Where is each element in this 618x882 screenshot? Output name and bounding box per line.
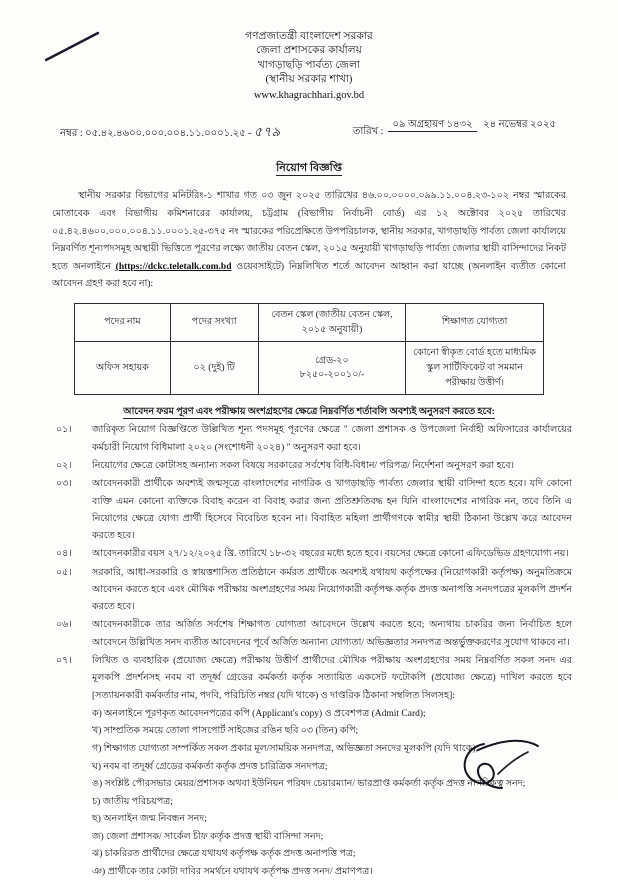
condition-item-5 — [52, 565, 572, 617]
intro-paragraph — [52, 188, 566, 293]
memo-number — [60, 123, 281, 144]
list-item: ক) অনলাইনে পূরণকৃত আবেদনপত্রের কপি (Applicant's copy) ও প্রবেশপত্র (Admit Card); — [92, 708, 426, 719]
conditions-heading-text: আবেদন ফরম পূরণ এবং পরীক্ষায় অংশগ্রহণের ক্ষেত্রে নিম্নবর্ণিত শর্তাবলি অবশ্যই অনুসরণ করতে হবে: — [123, 407, 495, 418]
required-documents-list — [92, 706, 572, 882]
condition-number: ০২। — [56, 460, 72, 471]
th-post-count: পদের সংখ্যা — [170, 303, 258, 341]
intro-part-1: স্থানীয় সরকার বিভাগের মনিটরিং-১ শাখার গত ০৩ জুন ২০২৫ তারিখের ৪৬.০০.০০০০.০৯৯.১১.০০৪.২৩-১০২ নম্বর স্মারকের মোতাবেক এবং বিভাগীয় কমিশনারের কার্যালয়, চট্টগ্রাম (বিভাগীয় নির্বাচনী বোর্ড) এর ১২ অক্টোবর ২০২৫ তারিখের ০৫.৪২.৪৬০০.০০০.০০৪.১১.০০০১.২৫-৩৭৫ নং স্মারকের পরিপ্রেক্ষিতে উপপরিচালক, স্থানীয় সরকার, খাগড়াছড়ি পার্বত্য জেলা কার্যালয়ে নিম্নবর্ণিত শূন্যপদসমূহ অস্থায়ী ভিত্তিতে পূরণের লক্ষ্যে জাতীয় বেতন স্কেল, ২০১৫ অনুযায়ী খাগড়াছড়ি পার্বত্য জেলার স্থায়ী বাসিন্দাদের নিকট হতে অনলাইনে — [52, 191, 566, 272]
memo-row — [0, 117, 618, 157]
cell-education: কোনো স্বীকৃত বোর্ড হতে মাধ্যমিক স্কুল সার্টিফিকেট বা সমমান পরীক্ষায় উত্তীর্ণ। — [406, 342, 544, 395]
condition-text: সরকারি, আধা-সরকারি ও স্বায়ত্তশাসিত প্রতিষ্ঠানে কর্মরত প্রার্থীকে অবশ্যই যথাযথ কর্তৃপক্ষের (নিয়োগকারী কর্তৃপক্ষ) অনুমতিক্রমে আবেদন করতে হবে এবং মৌখিক পরীক্ষায় অংশগ্রহণের সময় নিয়োগকারী কর্তৃপক্ষ কর্তৃক প্রদত্ত অনাপত্তি সনদপত্রের মূলকপি প্রদর্শন করতে হবে। — [92, 567, 572, 613]
condition-item-3 — [52, 476, 572, 545]
list-item: জ) জেলা প্রশাসক/ সার্কেল চীফ কর্তৃক প্রদত্ত স্থায়ী বাসিন্দা সনদ; — [92, 831, 324, 842]
cell-post-name: অফিস সহায়ক — [75, 342, 171, 395]
posts-table — [74, 303, 544, 396]
list-item: ছ) অনলাইন জন্ম নিবন্ধন সনদ; — [92, 814, 207, 825]
memo-date-stack — [388, 117, 560, 134]
cell-post-count: ০২ (দুই) টি — [170, 342, 258, 395]
condition-item-2 — [52, 458, 572, 475]
condition-item-4 — [52, 546, 572, 563]
condition-number: ০৬। — [56, 620, 72, 631]
pay-range: ৮২৫০-২০০১০/- — [299, 370, 365, 381]
condition-text: আবেদনকারী প্রার্থীকে অবশ্যই জন্মসূত্রে বাংলাদেশের নাগরিক ও খাগড়াছড়ি পার্বত্য জেলার স্থায়ী বাসিন্দা হতে হবে। যদি কোনো ব্যক্তি এমন কোনো ব্যক্তিকে বিবাহ করেন বা বিবাহ করার জন্য প্রতিশ্রুতিবদ্ধ হন যিনি বাংলাদেশের নাগরিক নন, তবে তিনি এ নিয়োগের ক্ষেত্রে যোগ্য প্রার্থী হিসেবে বিবেচিত হবেন না। বিবাহিত মহিলা প্রার্থীগণকে স্বামীর স্থায়ী ঠিকানা উল্লেখ করে আবেদন করতে হবে। — [92, 479, 572, 542]
table-header-row — [75, 303, 544, 341]
govt-name: গণপ্রজাতন্ত্রী বাংলাদেশ সরকার — [245, 31, 373, 42]
date-bangla: ০৯ অগ্রহায়ণ ১৪৩২ — [388, 119, 476, 132]
letterhead — [0, 0, 618, 103]
condition-item-6 — [52, 617, 572, 652]
condition-number: ০৫। — [56, 567, 72, 578]
memo-date-label: তারিখ : — [352, 126, 384, 138]
condition-text: লিখিত ও ব্যবহারিক (প্রযোজ্য ক্ষেত্রে) পরীক্ষায় উত্তীর্ণ প্রার্থীদের মৌখিক পরীক্ষায় অংশগ্রহণের সময় নিম্নবর্ণিত সকল সনদ এর মূলকপি প্রদর্শনসহ নবম বা তদূর্ধ্ব গ্রেডের কর্মকর্তা কর্তৃক সত্যায়িত একসেট ফটোকপি (প্রযোজ্য ক্ষেত্রে) দাখিল করতে হবে [সত্যায়নকারী কর্মকর্তার নাম, পদবি, পরিচিতি নম্বর (যদি থাকে) ও দাপ্তরিক ঠিকানা সম্বলিত সিলসহ]: — [92, 656, 572, 701]
website-url: www.khagrachhari.gov.bd — [253, 89, 365, 101]
application-website-link[interactable]: (https://dckc.teletalk.com.bd — [115, 261, 232, 272]
date-english: ২৪ নভেম্বর ২০২৫ — [483, 119, 556, 131]
list-item: ঞ) প্রার্থীকে তার কোটা দাবির সমর্থনে যথাযথ কর্তৃপক্ষ প্রদত্ত সনদ/ প্রমাণপত্র। — [92, 866, 373, 877]
condition-number: ০৪। — [56, 549, 72, 560]
condition-item-7 — [52, 653, 572, 705]
memo-date — [353, 117, 560, 141]
th-post-name: পদের নাম — [75, 303, 171, 341]
district-name: খাগড়াছড়ি পার্বত্য জেলা — [257, 59, 361, 71]
page-title-text: নিয়োগ বিজ্ঞপ্তি — [276, 162, 342, 175]
list-item: খ) সাম্প্রতিক সময়ে তোলা পাসপোর্ট সাইজের রঙিন ছবি ০৩ (তিন) কপি; — [92, 726, 359, 737]
memo-number-handwritten: ৫৭৯ — [253, 125, 281, 141]
branch-name: (স্থানীয় সরকার শাখা) — [265, 74, 353, 86]
cell-pay-scale — [258, 342, 406, 395]
list-item: গ) শিক্ষাগত যোগ্যতা সম্পর্কিত সকল প্রকার মূল/সাময়িক সনদপত্র, অভিজ্ঞতা সনদের মূলকপি (যদি থাকে); — [92, 744, 479, 755]
memo-number-label: নম্বর : — [60, 128, 83, 140]
condition-text: নিয়োগের ক্ষেত্রে কোটাসহ অন্যান্য সকল বিষয়ে সরকারের সর্বশেষ বিধি-বিধান/ পরিপত্র/ নির্দেশনা অনুসরণ করা হবে। — [92, 460, 514, 471]
list-item: ঝ) চাকরিরত প্রার্থীদের ক্ষেত্রে যথাযথ কর্তৃপক্ষ কর্তৃক প্রদত্ত অনাপত্তি পত্র; — [92, 849, 356, 860]
memo-number-value: ০৫.৪২.৪৬০০.০০০.০০৪.১১.০০০১.২৫ - — [85, 128, 252, 140]
condition-text: জারিকৃত নিয়োগ বিজ্ঞপ্তিতে উল্লিখিত শূন্য পদসমূহ পূরণের ক্ষেত্রে " জেলা প্রশাসক ও উপজেলা নির্বাহী অফিসারের কার্যালয়ের কর্মচারী নিয়োগ বিধিমালা ২০২০ (সংশোধনী ২০২৪) " অনুসরণ করা হবে। — [92, 425, 572, 453]
th-pay-scale: বেতন স্কেল (জাতীয় বেতন স্কেল, ২০১৫ অনুযায়ী) — [258, 303, 406, 341]
list-item: ঘ) নবম বা তদূর্ধ্ব গ্রেডের কর্মকর্তা কর্তৃক প্রদত্ত চারিত্রিক সনদপত্র; — [92, 761, 328, 772]
condition-number: ০১। — [56, 425, 72, 436]
conditions-heading — [0, 405, 618, 420]
list-item: ঙ) সংশ্লিষ্ট পৌরসভার মেয়র/প্রশাসক অথবা ইউনিয়ন পরিষদ চেয়ারম্যান/ ভারপ্রাপ্ত কর্মকর্তা কর্তৃক প্রদত্ত নাগরিকত্ব সনদ; — [92, 779, 526, 790]
list-item: চ) জাতীয় পরিচয়পত্র; — [92, 796, 173, 807]
th-education: শিক্ষাগত যোগ্যতা — [406, 303, 544, 341]
condition-text: আবেদনকারীকে তার অর্জিত সর্বশেষ শিক্ষাগত যোগ্যতা আবেদনে উল্লেখ করতে হবে; অন্যথায় চাকরির জন্য নির্বাচিত হলে আবেদনে উল্লিখিত সনদ ব্যতীত আবেদনের পূর্বে অর্জিত অন্যান্য যোগ্যতা/ অভিজ্ঞতার সনদপত্র অন্তর্ভুক্তকরণের সুযোগ থাকবে না। — [92, 620, 572, 648]
page-title — [0, 159, 618, 178]
condition-item-1 — [52, 422, 572, 457]
office-name: জেলা প্রশাসকের কার্যালয় — [256, 45, 362, 57]
table-row — [75, 342, 544, 395]
pay-grade: গ্রেড-২০ — [315, 355, 349, 366]
condition-number: ০৩। — [56, 479, 72, 490]
intro-part-2: ওয়েবসাইটে) নিম্নলিখিত শর্তে আবেদন আহ্বান করা যাচ্ছে (অনলাইন ব্যতীত কোনো আবেদন গ্রহণ করা হবে না): — [52, 261, 566, 290]
condition-text: আবেদনকারীর বয়স ২৭/১২/২০২৫ খ্রি. তারিখে ১৮-৩২ বছরের মধ্যে হতে হবে। বয়সের ক্ষেত্রে কোনো এফিডেভিড গ্রহণযোগ্য নয়। — [92, 549, 569, 560]
conditions-list — [52, 422, 572, 705]
condition-number: ০৭। — [56, 656, 72, 667]
